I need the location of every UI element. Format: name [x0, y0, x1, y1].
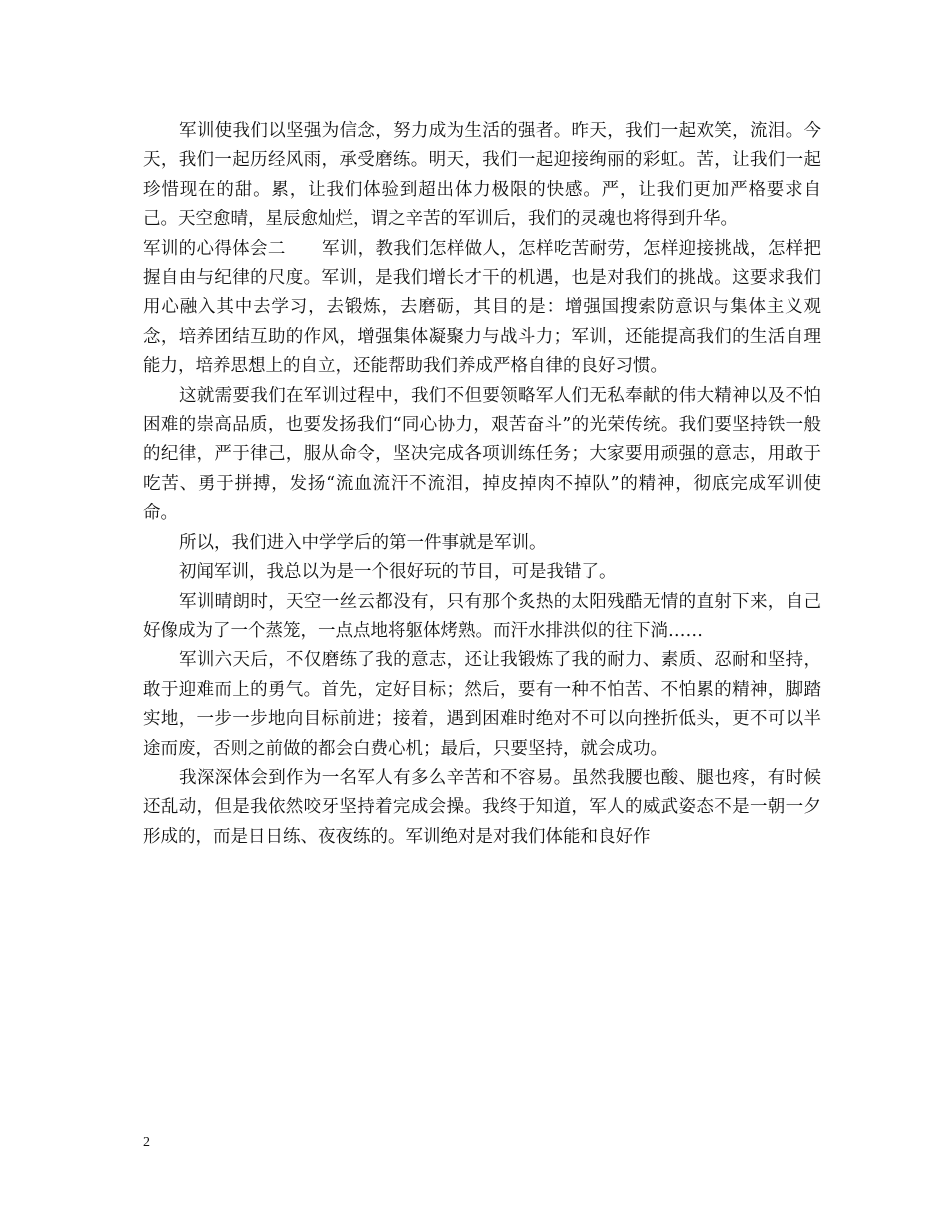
paragraph-text: 军训，教我们怎样做人，怎样吃苦耐劳，怎样迎接挑战，怎样把握自由与纪律的尺度。军训，是我们增长才干的机遇，也是对我们的挑战。这要求我们用心融入其中去学习，去锻炼，去磨砺，其目的是：增强国搜索防意识与集体主义观念，培养团结互助的作风，增强集体凝聚力与战斗力；军训，还能提高我们的生活自理能力，培养思想上的自立，还能帮助我们养成严格自律的良好习惯。 [143, 238, 822, 377]
paragraph: 军训六天后，不仅磨练了我的意志，还让我锻炼了我的耐力、素质、忍耐和坚持，敢于迎难而上的勇气。首先，定好目标；然后，要有一种不怕苦、不怕累的精神，脚踏实地，一步一步地向目标前进；接着，遇到困难时绝对不可以向挫折低头，更不可以半途而废，否则之前做的都会白费心机；最后，只要坚持，就会成功。 [143, 650, 821, 759]
paragraph: 所以，我们进入中学学后的第一件事就是军训。 [179, 532, 547, 553]
paragraph: 军训使我们以坚强为信念，努力成为生活的强者。昨天，我们一起欢笑，流泪。今天，我们一起历经风雨，承受磨练。明天，我们一起迎接绚丽的彩虹。苦，让我们一起珍惜现在的甜。累，让我们体验到超出体力极限的快感。严，让我们更加严格要求自己。天空愈晴，星辰愈灿烂，谓之辛苦的军训后，我们的灵魂也将得到升华。 [143, 121, 821, 230]
document-body [143, 117, 821, 852]
section-heading: 军训的心得体会二 [143, 238, 286, 259]
paragraph: 这就需要我们在军训过程中，我们不但要领略军人们无私奉献的伟大精神以及不怕困难的崇高品质，也要发扬我们“同心协力，艰苦奋斗”的光荣传统。我们要坚持铁一般的纪律，严于律己，服从命令，坚决完成各项训练任务；大家要用顽强的意志，用敢于吃苦、勇于拼搏，发扬“流血流汗不流泪，掉皮掉肉不掉队”的精神，彻底完成军训使命。 [143, 385, 821, 524]
paragraph: 我深深体会到作为一名军人有多么辛苦和不容易。虽然我腰也酸、腿也疼，有时候还乱动，但是我依然咬牙坚持着完成会操。我终于知道，军人的威武姿态不是一朝一夕形成的，而是日日练、夜夜练的。军训绝对是对我们体能和良好作 [143, 767, 821, 847]
paragraph: 军训晴朗时，天空一丝云都没有，只有那个炙热的太阳残酷无情的直射下来，自己好像成为了一个蒸笼，一点点地将躯体烤熟。而汗水排洪似的往下淌…… [143, 591, 821, 641]
paragraph-with-heading [143, 235, 821, 382]
paragraph: 初闻军训，我总以为是一个很好玩的节目，可是我错了。 [179, 562, 617, 583]
page-number: 2 [143, 1135, 150, 1150]
